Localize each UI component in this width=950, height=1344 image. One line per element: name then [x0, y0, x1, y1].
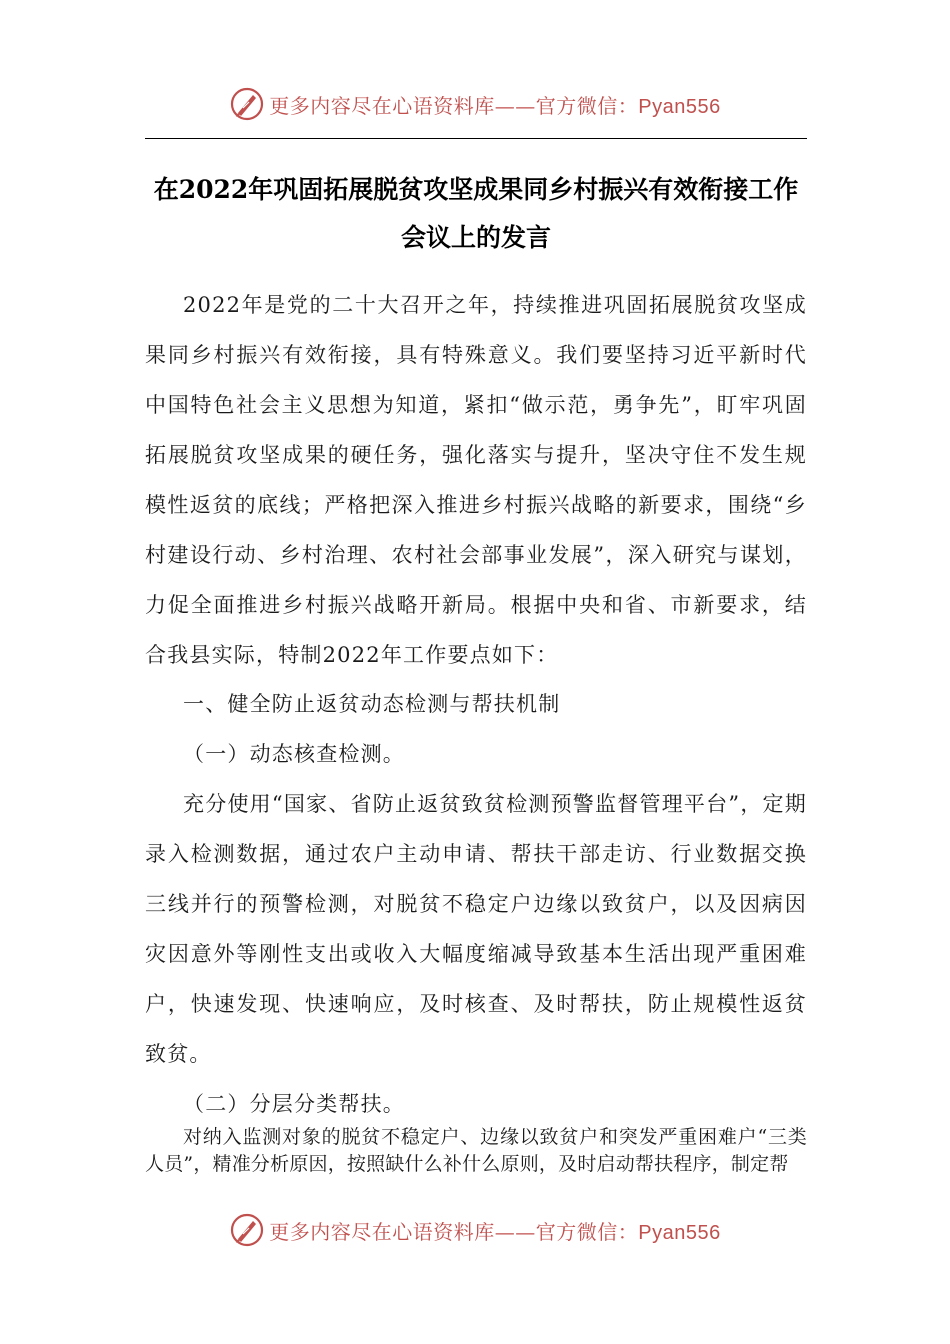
title-line-1: 在2022年巩固拓展脱贫攻坚成果同乡村振兴有效衔接工作 — [153, 175, 799, 204]
quill-pen-logo-icon — [229, 86, 265, 122]
paragraph-intro: 2022年是党的二十大召开之年，持续推进巩固拓展脱贫攻坚成果同乡村振兴有效衔接，具有特殊意义。我们要坚持习近平新时代中国特色社会主义思想为知道，紧扣“做示范，勇争先”，盯牢巩固拓展脱贫攻坚成果的硬任务，强化落实与提升，坚决守住不发生规模性返贫的底线；严格把深入推进乡村振兴战略的新要求，围绕“乡村建设行动、乡村治理、农村社会部事业发展”，深入研究与谋划，力促全面推进乡村振兴战略开新局。根据中央和省、市新要求，结合我县实际，特制2022年工作要点如下： — [145, 293, 807, 667]
document-title — [140, 166, 812, 262]
paragraph-assistance: 对纳入监测对象的脱贫不稳定户、边缘以致贫户和突发严重困难户“三类人员”，精准分析原因，按照缺什么补什么原则，及时启动帮扶程序，制定帮 — [145, 1126, 807, 1175]
quill-pen-logo-icon — [229, 1212, 265, 1248]
header-divider — [145, 138, 807, 139]
watermark-text: 更多内容尽在心语资料库——官方微信：Pyan556 — [269, 93, 721, 118]
heading-section-1: 一、健全防止返贫动态检测与帮扶机制 — [183, 692, 561, 716]
watermark-text: 更多内容尽在心语资料库——官方微信：Pyan556 — [269, 1219, 721, 1244]
footer-watermark — [0, 1208, 950, 1252]
header-watermark — [0, 82, 950, 126]
subheading-1: （一）动态核查检测。 — [183, 742, 405, 766]
title-line-2: 会议上的发言 — [400, 223, 551, 252]
paragraph-monitoring: 充分使用“国家、省防止返贫致贫检测预警监督管理平台”，定期录入检测数据，通过农户主动申请、帮扶干部走访、行业数据交换三线并行的预警检测，对脱贫不稳定户边缘以致贫户，以及因病因灾因意外等刚性支出或收入大幅度缩减导致基本生活出现严重困难户，快速发现、快速响应，及时核查、及时帮扶，防止规模性返贫致贫。 — [145, 792, 807, 1066]
subheading-2: （二）分层分类帮扶。 — [183, 1092, 405, 1116]
